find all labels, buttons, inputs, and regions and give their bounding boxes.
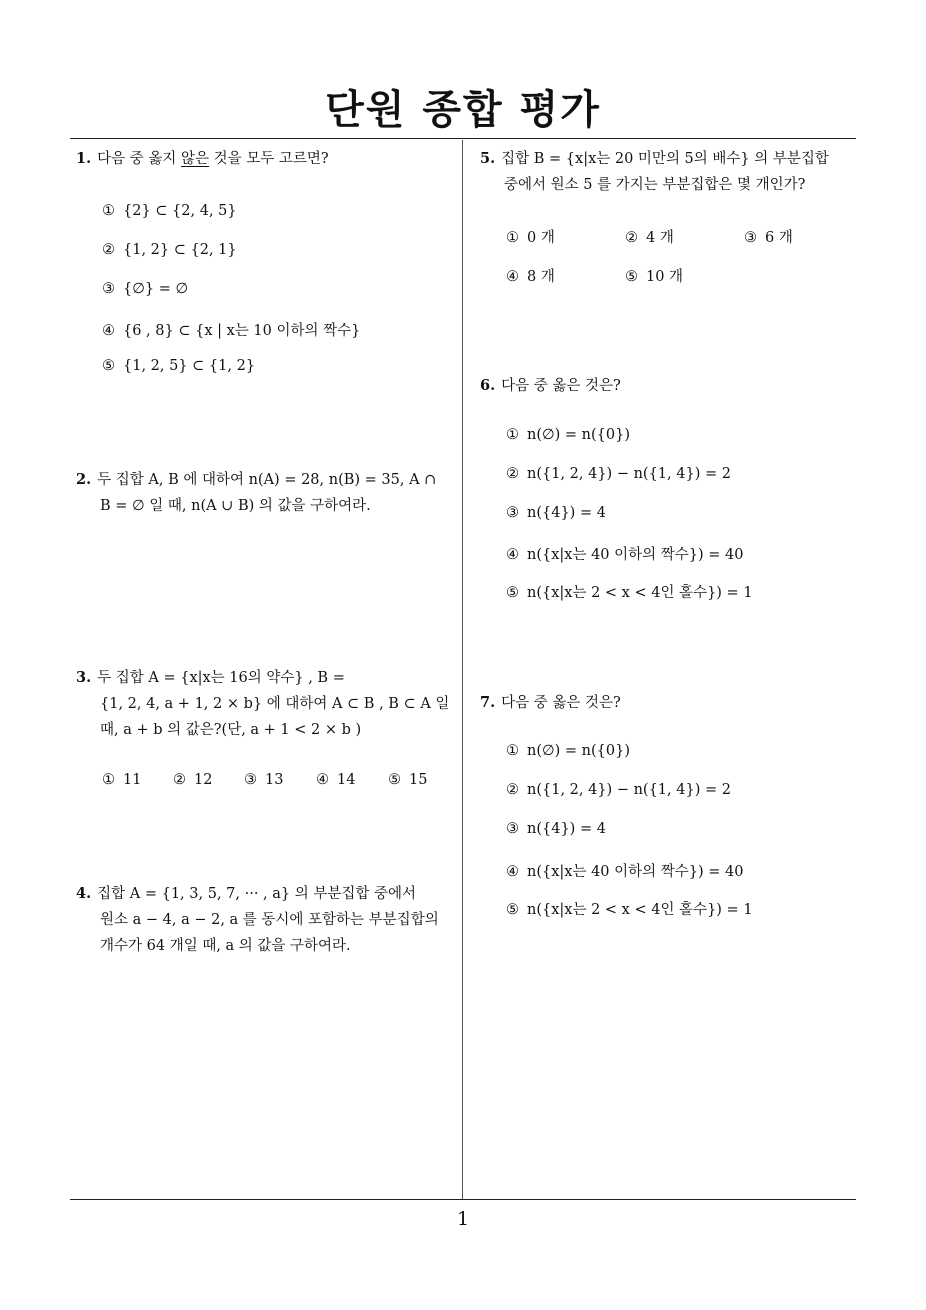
question-6: 6. 다음 중 옳은 것은? [480,377,621,394]
q5-option-1: ① 0 개 [506,230,555,246]
q1-option-2: ② {1, 2} ⊂ {2, 1} [102,242,237,258]
q7-option-1: ① n(∅) = n({0}) [506,743,630,759]
q1-option-1: ① {2} ⊂ {2, 4, 5} [102,203,237,219]
question-number: 3. [76,669,92,686]
q3-option-3: ③ 13 [244,772,284,788]
question-4: 4. 집합 A = {1, 3, 5, 7, ··· , a} 의 부분집합 중에서 원소 a − 4, a − 2, a 를 동시에 포함하는 부분집합의 개수가 64 개일 때, a 의 값을 구하여라. [76,885,439,954]
question-number: 4. [76,885,92,902]
q3-option-5: ⑤ 15 [388,772,428,788]
page-number: 1 [456,1208,470,1230]
q3-option-4: ④ 14 [316,772,356,788]
question-2: 2. 두 집합 A, B 에 대하여 n(A) = 28, n(B) = 35, A ∩ B = ∅ 일 때, n(A ∪ B) 의 값을 구하여라. [76,471,437,514]
question-number: 5. [480,150,496,167]
q7-option-3: ③ n({4}) = 4 [506,821,606,837]
q1-option-5: ⑤ {1, 2, 5} ⊂ {1, 2} [102,358,256,374]
question-number: 1. [76,150,92,167]
page-title: 단원 종합 평가 [325,87,601,133]
q5-option-4: ④ 8 개 [506,269,555,285]
underlined-word: 않은 [181,151,210,167]
question-5: 5. 집합 B = {x|x는 20 미만의 5의 배수} 의 부분집합 중에서 원소 5 를 가지는 부분집합은 몇 개인가? [480,150,829,193]
q3-option-1: ① 11 [102,772,142,788]
q7-option-4: ④ n({x|x는 40 이하의 짝수}) = 40 [506,864,744,880]
question-number: 2. [76,471,92,488]
q6-option-4: ④ n({x|x는 40 이하의 짝수}) = 40 [506,547,744,563]
q7-option-2: ② n({1, 2, 4}) − n({1, 4}) = 2 [506,782,731,798]
question-number: 6. [480,377,496,394]
q1-option-3: ③ {∅} = ∅ [102,281,189,297]
q6-option-3: ③ n({4}) = 4 [506,505,606,521]
q5-option-2: ② 4 개 [625,230,674,246]
question-7: 7. 다음 중 옳은 것은? [480,694,621,711]
top-rule [70,138,856,139]
q6-option-5: ⑤ n({x|x는 2 < x < 4인 홀수}) = 1 [506,585,753,601]
q6-option-1: ① n(∅) = n({0}) [506,427,630,443]
column-divider [462,140,463,1200]
question-3: 3. 두 집합 A = {x|x는 16의 약수} , B = {1, 2, 4, a + 1, 2 × b} 에 대하여 A ⊂ B , B ⊂ A 일 때, a + b 의 값은?(단, a + 1 < 2 × b ) [76,669,450,738]
q5-option-3: ③ 6 개 [744,230,793,246]
q3-option-2: ② 12 [173,772,213,788]
q7-option-5: ⑤ n({x|x는 2 < x < 4인 홀수}) = 1 [506,902,753,918]
question-number: 7. [480,694,496,711]
question-1: 1. 다음 중 옳지 않은 것을 모두 고르면? [76,150,329,167]
q1-option-4: ④ {6 , 8} ⊂ {x | x는 10 이하의 짝수} [102,323,361,339]
q6-option-2: ② n({1, 2, 4}) − n({1, 4}) = 2 [506,466,731,482]
bottom-rule [70,1199,856,1200]
q5-option-5: ⑤ 10 개 [625,269,684,285]
